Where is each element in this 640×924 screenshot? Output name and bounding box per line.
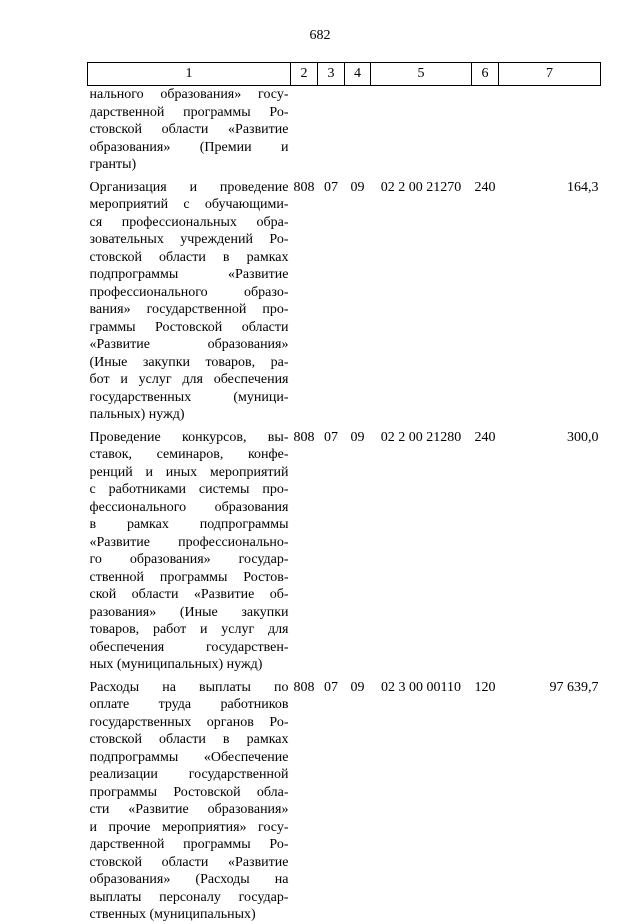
description-line: фессионального образования [89,499,289,515]
description-line: стовской области «Развитие [89,854,289,870]
description-line: сти «Развитие образования» [89,802,289,817]
description-line: мероприятий с обучающими- [89,197,289,212]
target-article-cell: 02 2 00 21270 [380,179,462,195]
header-col-2: 2 [291,63,318,86]
description-line: профессионального образо- [89,284,289,300]
expense-type-cell: 120 [474,679,496,695]
amount-cell: 164,3 [567,179,599,195]
description-line: обеспечения государствен- [89,639,289,655]
description-line: с работниками системы про- [89,482,289,497]
expense-type-cell: 240 [474,179,496,195]
header-col-7: 7 [499,63,601,86]
description-line: государственных (муници- [89,389,289,405]
description-line: «Развитие профессионально- [89,534,289,550]
description-line: стовской области в рамках [89,249,289,265]
description-line: гранты) [89,157,137,172]
table-row [88,86,601,174]
description-line: выплаты персоналу государ- [89,889,289,905]
header-col-1: 1 [88,63,291,86]
description-line: ся профессиональных обра- [89,214,289,230]
description-line: образования» (Премии и [89,139,289,155]
ministry-code-cell [291,86,318,174]
description-line: стовской области «Развитие [89,122,289,137]
header-col-5: 5 [371,63,472,86]
description-line: образования» (Расходы на [89,872,289,887]
row-description [88,424,291,674]
expense-type-cell [472,86,499,174]
description-line: ренций и иных мероприятий [89,464,289,480]
description-line: «Развитие образования» [89,337,289,352]
description-line: вания» государственной про- [89,302,289,317]
section-code-cell: 07 [324,179,338,195]
target-article-cell: 02 2 00 21280 [380,429,462,445]
description-line: граммы Ростовской области [89,319,289,335]
row-description [88,86,291,174]
description-line: ставок, семинаров, конфе- [89,447,289,462]
target-article-cell: 02 3 00 00110 [381,679,461,695]
amount-cell: 97 639,7 [549,679,599,695]
description-line: дарственной программы Ро- [89,837,289,852]
description-line: дарственной программы Ро- [89,104,289,120]
ministry-code-cell: 808 [293,179,315,195]
description-line: (Иные закупки товаров, ра- [89,354,289,370]
description-line: оплате труда работников [89,697,289,712]
page-number: 682 [309,28,331,43]
amount-cell [499,86,601,174]
description-line: подпрограммы «Обеспечение [89,749,289,765]
budget-table [87,62,601,924]
header-col-3: 3 [318,63,345,86]
description-line: государственных органов Ро- [89,714,289,730]
amount-cell: 300,0 [567,429,599,445]
header-col-6: 6 [472,63,499,86]
section-code-cell [318,86,345,174]
description-line: го образования» государ- [89,552,289,567]
ministry-code-cell: 808 [293,679,315,695]
description-line: товаров, работ и услуг для [89,622,289,637]
description-line: нального образования» госу- [89,87,289,102]
subsection-code-cell: 09 [350,429,365,445]
table-row [88,174,601,424]
subsection-code-cell: 09 [350,679,365,695]
table-row [88,424,601,674]
section-code-cell: 07 [324,679,338,695]
description-line: зовательных учреждений Ро- [89,232,289,247]
row-description [88,674,291,924]
description-line: пальных) нужд) [89,407,185,422]
ministry-code-cell: 808 [293,429,315,445]
description-line: ных (муниципальных) нужд) [89,657,263,672]
row-description [88,174,291,424]
target-article-cell [371,86,472,174]
expense-type-cell: 240 [474,429,496,445]
description-line: в рамках подпрограммы [89,517,289,532]
description-line: и прочие мероприятия» госу- [89,819,289,835]
description-line: бот и услуг для обеспечения [89,372,289,387]
header-col-4: 4 [345,63,371,86]
table-row [88,674,601,924]
description-line: Расходы на выплаты по [89,679,289,695]
description-line: стовской области в рамках [89,732,289,747]
description-line: ской области «Развитие об- [89,587,289,602]
description-line: подпрограммы «Развитие [89,267,289,282]
description-line: ственной программы Ростов- [89,569,289,585]
description-line: разования» (Иные закупки [89,604,289,620]
subsection-code-cell: 09 [350,179,365,195]
description-line: Организация и проведение [89,179,289,195]
table-header-row [88,63,601,86]
description-line: программы Ростовской обла- [89,784,289,800]
section-code-cell: 07 [324,429,338,445]
description-line: ственных (муниципальных) [89,907,256,922]
description-line: реализации государственной [89,767,289,782]
subsection-code-cell [345,86,371,174]
description-line: Проведение конкурсов, вы- [89,429,289,445]
